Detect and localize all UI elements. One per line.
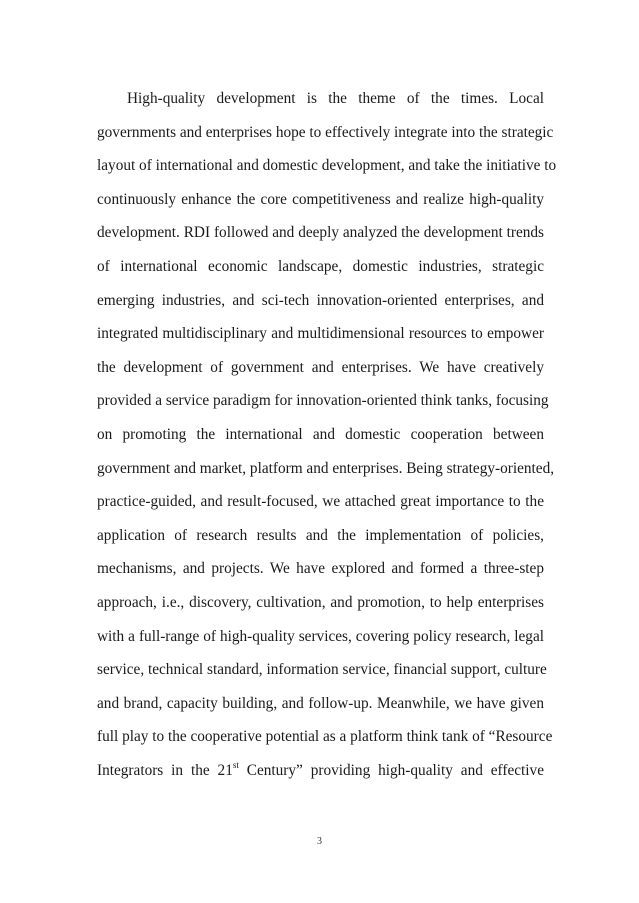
paragraph-line: and brand, capacity building, and follow-up. Meanwhile, we have given xyxy=(97,694,544,712)
paragraph-line: application of research results and the implementation of policies, xyxy=(97,526,544,544)
paragraph-line: practice-guided, and result-focused, we attached great importance to the xyxy=(97,493,544,511)
paragraph-line: with a full-range of high-quality services, covering policy research, legal xyxy=(97,627,544,645)
paragraph-line: mechanisms, and projects. We have explored and formed a three-step xyxy=(97,560,544,578)
paragraph-line: full play to the cooperative potential as a platform think tank of “Resource xyxy=(97,728,553,746)
paragraph-line: layout of international and domestic development, and take the initiative to xyxy=(97,157,557,175)
paragraph-line: the development of government and enterprises. We have creatively xyxy=(97,358,544,376)
line-text-before: Integrators in the 21 xyxy=(97,761,233,779)
paragraph-line: approach, i.e., discovery, cultivation, and promotion, to help enterprises xyxy=(97,593,544,611)
paragraph-line: government and market, platform and enterprises. Being strategy-oriented, xyxy=(97,459,555,477)
paragraph-line: High-quality development is the theme of the times. Local xyxy=(127,90,544,107)
paragraph-line: of international economic landscape, domestic industries, strategic xyxy=(97,257,544,275)
paragraph-line: development. RDI followed and deeply analyzed the development trends xyxy=(97,224,544,242)
paragraph-line: service, technical standard, information service, financial support, culture xyxy=(97,661,547,679)
paragraph-line: emerging industries, and sci-tech innovation-oriented enterprises, and xyxy=(97,291,544,309)
body-paragraph xyxy=(97,82,557,787)
paragraph-line-last xyxy=(97,754,544,788)
ordinal-superscript: st xyxy=(232,759,239,770)
page-number: 3 xyxy=(317,836,322,847)
paragraph-line: provided a service paradigm for innovation-oriented think tanks, focusing xyxy=(97,392,549,410)
paragraph-line: on promoting the international and domestic cooperation between xyxy=(97,425,544,443)
paragraph-line: integrated multidisciplinary and multidimensional resources to empower xyxy=(97,325,544,343)
paragraph-line: governments and enterprises hope to effectively integrate into the strategic xyxy=(97,123,554,141)
paragraph-line: continuously enhance the core competitiveness and realize high-quality xyxy=(97,190,544,208)
line-text-after: Century” providing high-quality and effective xyxy=(238,761,544,779)
